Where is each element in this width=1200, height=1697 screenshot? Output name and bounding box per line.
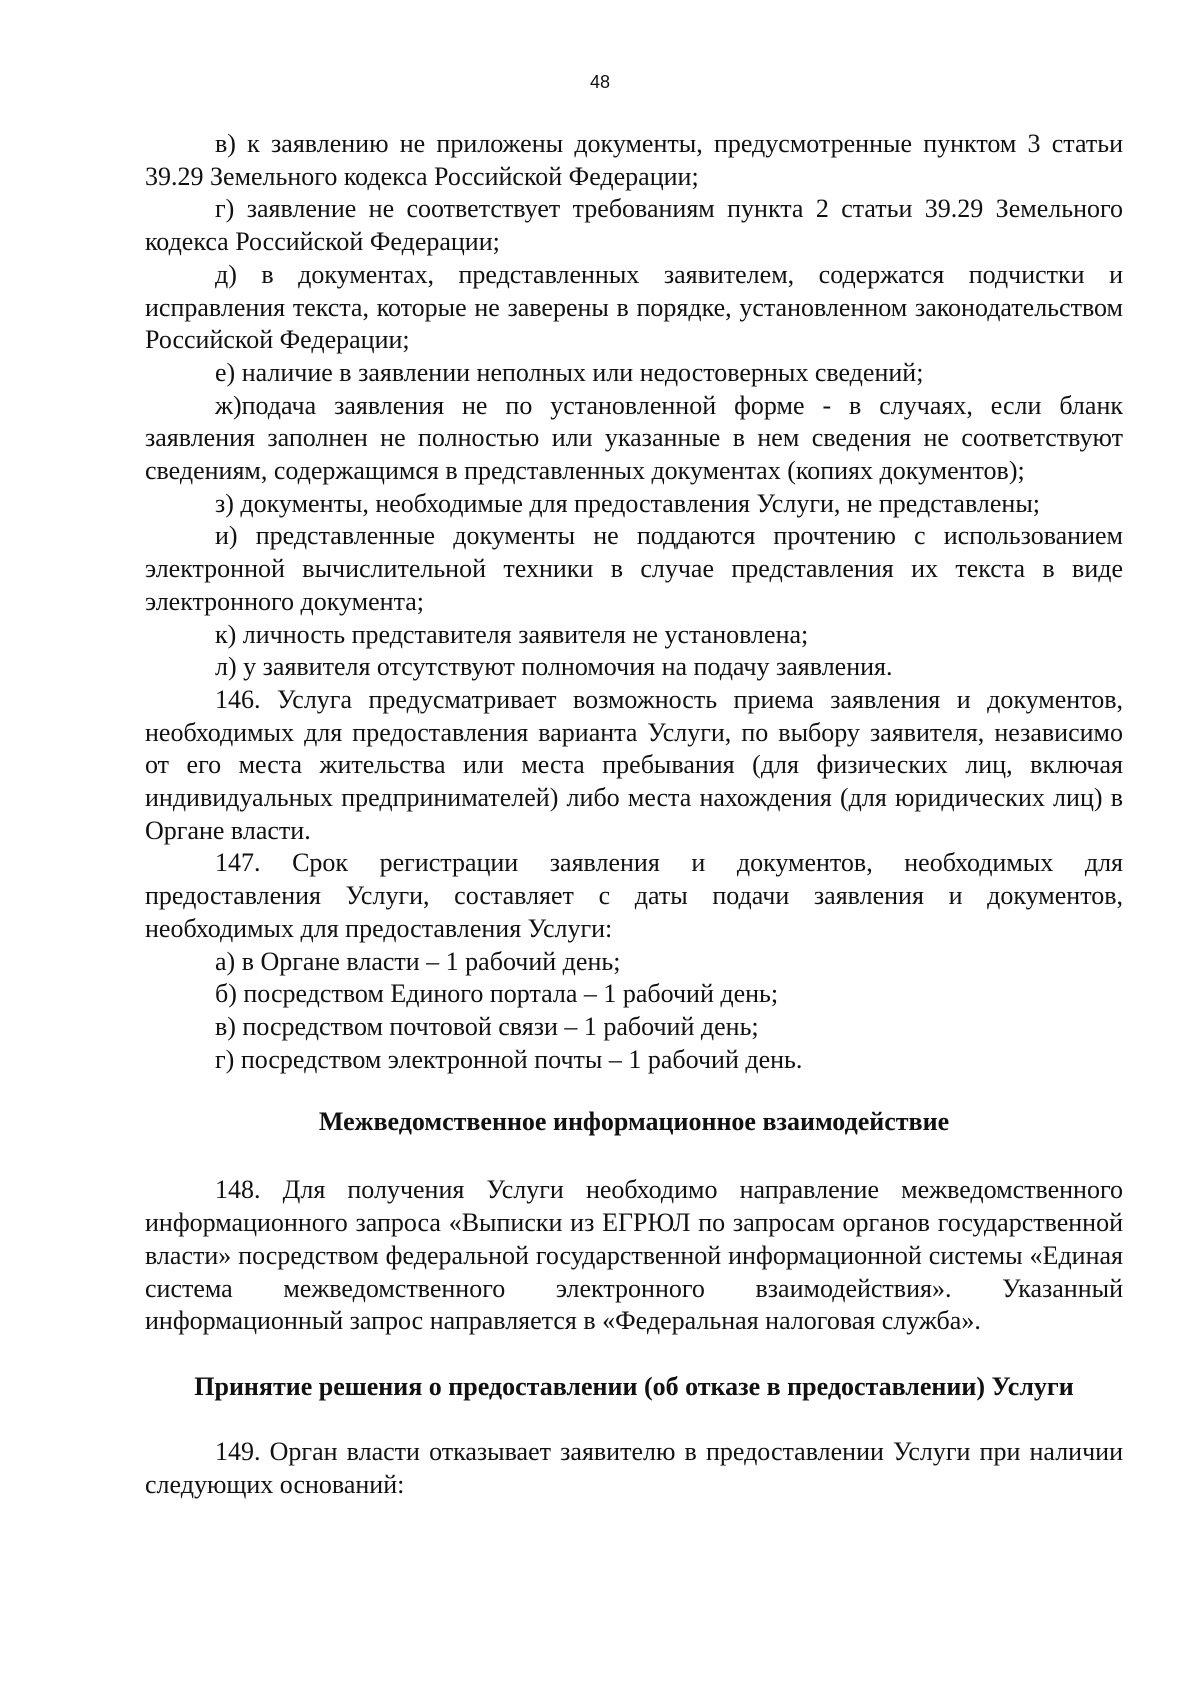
term-v-post: в) посредством почтовой связи – 1 рабочий день;: [215, 1011, 759, 1041]
clause-d-uncertified-corrections: д) в документах, представленных заявителем, содержатся подчистки и исправления текста, которые не заверены в порядке, установленном законодательством Российской Федерации;: [145, 259, 1123, 355]
term-g-email: г) посредством электронной почты – 1 рабочий день.: [215, 1044, 803, 1074]
paragraph-147: 147. Срок регистрации заявления и документов, необходимых для предоставления Услуги, составляет с даты подачи заявления и документов, необходимых для предоставления Услуги:: [145, 848, 1123, 943]
section-heading-decision: Принятие решения о предоставлении (об отказе в предоставлении) Услуги: [194, 1371, 1074, 1401]
clause-l-no-authority: л) у заявителя отсутствуют полномочия на подачу заявления.: [215, 652, 893, 682]
clause-i-unreadable-documents: и) представленные документы не поддаются прочтению с использованием электронной вычислительной техники в случае представления их текста в виде электронного документа;: [145, 521, 1123, 616]
paragraph-146: 146. Услуга предусматривает возможность приема заявления и документов, необходимых для предоставления варианта Услуги, по выбору заявителя, независимо от его места жительства или места пребывания (для физических лиц, включая индивидуальных предпринимателей) либо места нахождения (для юридических лиц) в Органе власти.: [145, 684, 1123, 845]
paragraph-148: 148. Для получения Услуги необходимо направление межведомственного информационного запроса «Выписки из ЕГРЮЛ по запросам органов государственной власти» посредством федеральной государственной информационной системы «Единая система межведомственного электронного взаимодействия». Указанный информационный запрос направляется в «Федеральная налоговая служба».: [145, 1175, 1123, 1336]
paragraph-149: 149. Орган власти отказывает заявителю в предоставлении Услуги при наличии следующих оснований:: [145, 1436, 1123, 1499]
term-b-portal: б) посредством Единого портала – 1 рабочий день;: [215, 979, 779, 1009]
clause-v-missing-documents: в) к заявлению не приложены документы, предусмотренные пунктом 3 статьи 39.29 Земельного кодекса Российской Федерации;: [145, 129, 1123, 191]
term-a-authority: а) в Органе власти – 1 рабочий день;: [215, 946, 621, 976]
clause-e-incomplete-information: е) наличие в заявлении неполных или недостоверных сведений;: [215, 357, 924, 387]
clause-k-identity-not-established: к) личность представителя заявителя не установлена;: [215, 619, 809, 649]
document-body: [145, 128, 1123, 1501]
page-number: 48: [589, 72, 611, 92]
clause-z-documents-not-submitted: з) документы, необходимые для предоставления Услуги, не представлены;: [215, 488, 1041, 518]
clause-g-nonconforming-application: г) заявление не соответствует требованиям пункта 2 статьи 39.29 Земельного кодекса Российской Федерации;: [145, 194, 1123, 257]
clause-zh-wrong-form: ж)подача заявления не по установленной форме - в случаях, если бланк заявления заполнен не полностью или указанные в нем сведения не соответствуют сведениям, содержащимся в представленных документах (копиях документов);: [145, 390, 1123, 486]
section-heading-interagency: Межведомственное информационное взаимодействие: [318, 1107, 950, 1137]
